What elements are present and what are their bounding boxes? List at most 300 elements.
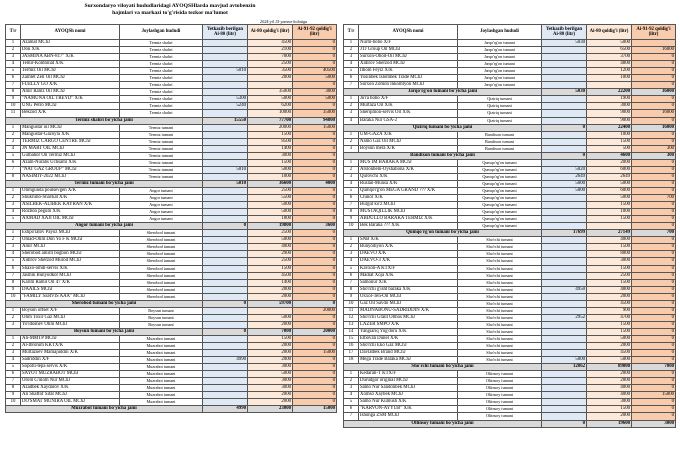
table-row [6, 159, 337, 166]
row-number: 1 [344, 371, 359, 378]
ai80-delivered-value [542, 328, 587, 335]
table-row [344, 279, 676, 286]
left-header-row [6, 25, 337, 40]
station-name: UNG Petro MChJ [21, 103, 120, 110]
district-total-row [6, 117, 337, 124]
station-name: Temir-Kombinat X/K [21, 61, 120, 68]
ai92-value: 0 [293, 145, 337, 152]
table-row [344, 406, 676, 413]
ai80-value [587, 223, 632, 230]
ai80-delivered-value [203, 138, 248, 145]
district-name: Qumqo'rg'on tumani [458, 216, 542, 223]
district-total-row [6, 180, 337, 187]
ai80-delivered-value [203, 89, 248, 96]
table-row [6, 47, 337, 54]
ai80-value: 1500 [587, 138, 632, 145]
table-row [344, 68, 676, 75]
ai80-value [587, 82, 632, 89]
ai80-delivered-value [542, 68, 587, 75]
ai80-value: 1500 [587, 244, 632, 251]
station-name: Xomso Xaybek MChJ [359, 392, 458, 399]
station-name: MADNABONU-SADRIDDIN X/K [359, 307, 458, 314]
ai80-delivered-value [542, 293, 587, 300]
row-number: 5 [6, 152, 21, 159]
ai80-value: 1200 [587, 68, 632, 75]
ai80-delivered-value: 5010 [203, 68, 248, 75]
ai80-delivered-value: 2952 [542, 314, 587, 321]
station-name: Ilhom Feyiz X/K [359, 68, 458, 75]
ai80-value: 1500 [587, 265, 632, 272]
district-total-row [6, 406, 337, 413]
district-total-label: Termiz tumani bo'yicha jami [6, 180, 203, 187]
row-number: 7 [6, 166, 21, 173]
row-number: 5 [6, 364, 21, 371]
ai92-value: 0 [632, 82, 676, 89]
table-row [344, 47, 676, 54]
ai80-value: 20000 [248, 124, 293, 131]
district-name: Sho'rchi tumani [458, 293, 542, 300]
row-number: 8 [344, 209, 359, 216]
table-row [344, 166, 676, 173]
row-number: 6 [344, 195, 359, 202]
ai92-value: 0 [293, 159, 337, 166]
total-ai92: 20000 [293, 328, 337, 335]
total-ai92: 36000 [632, 89, 676, 96]
ai80-value: 3700 [587, 54, 632, 61]
row-number: 4 [6, 251, 21, 258]
district-name: Muzrabot tumani [120, 399, 203, 406]
station-name: LAZER SMPO X/K [359, 321, 458, 328]
ai80-value: 1500 [587, 328, 632, 335]
ai80-delivered-value [203, 173, 248, 180]
ai80-delivered-value [203, 40, 248, 47]
table-row [6, 258, 337, 265]
row-number: 11 [6, 110, 21, 117]
total-ai80-delivered: 0 [203, 328, 248, 335]
district-name: Termiz tumani [120, 124, 203, 131]
district-name: Sho'rchi tumani [458, 357, 542, 364]
district-name: Sho'rchi tumani [458, 265, 542, 272]
ai80-delivered-value [203, 216, 248, 223]
ai92-value: 0 [632, 131, 676, 138]
table-row [6, 202, 337, 209]
district-total-row [6, 300, 337, 307]
ai92-value: 0 [632, 173, 676, 180]
table-row [6, 131, 337, 138]
district-name: Oltinsoy tumani [458, 392, 542, 399]
district-total-label: Oltinsoy tumani bo'yicha jami [344, 420, 542, 427]
district-name: Bandixon tumani [458, 138, 542, 145]
ai80-delivered-value [542, 54, 587, 61]
row-number: 10 [6, 293, 21, 300]
station-name: Samo Nur Sandonbek MChJ [359, 385, 458, 392]
district-name: Oltinsoy tumani [458, 406, 542, 413]
col-header-name: AYOQSh nomi [359, 25, 458, 40]
station-name: Xidirov Sherzod Murod MChJ [21, 258, 120, 265]
ai80-delivered-value [203, 54, 248, 61]
ai80-value: 4500 [248, 272, 293, 279]
district-total-label: Angor tumani bo'yicha jami [6, 223, 203, 230]
table-row [344, 328, 676, 335]
station-name: Mega Trade Baraka MChJ [359, 357, 458, 364]
district-name: Oltinsoy tumani [458, 385, 542, 392]
table-row [344, 413, 676, 420]
district-name: Sho'rchi tumani [458, 328, 542, 335]
ai92-value: 0 [632, 378, 676, 385]
table-row [6, 166, 337, 173]
col-header-ai92: Ai-91-92 qoldig'i (litr) [632, 25, 676, 40]
station-name: ABDULLO BARAKA TERMIZ X/K [359, 216, 458, 223]
station-name: Sherqimon-servis Oil X/K [359, 110, 458, 117]
ai80-delivered-value: 5000 [542, 357, 587, 364]
ai80-delivered-value [542, 300, 587, 307]
total-ai80: 4600 [587, 152, 632, 159]
district-name: Termiz tumani [120, 145, 203, 152]
district-name: Qumqo'rg'on tumani [458, 159, 542, 166]
ai92-value: 0 [632, 300, 676, 307]
station-name: Shaxo-omdi-servis X/K [21, 265, 120, 272]
ai80-value: 1500 [248, 131, 293, 138]
ai80-delivered-value [203, 187, 248, 194]
ai80-value: 3000 [587, 399, 632, 406]
district-name: Termiz tumani [120, 159, 203, 166]
station-name: Murtaza Oil X/K [359, 103, 458, 110]
ai80-value: 2000 [248, 321, 293, 328]
district-name: Oltinsoy tumani [458, 413, 542, 420]
district-name: Qumqo'rg'on tumani [458, 209, 542, 216]
ai92-value: 0 [293, 209, 337, 216]
district-name: Termiz tumani [120, 152, 203, 159]
ai80-value: 5000 [248, 96, 293, 103]
station-name: Bek Baraka ??? X/K [359, 223, 458, 230]
district-name: Sho'rchi tumani [458, 350, 542, 357]
row-number: 5 [6, 258, 21, 265]
row-number: 2 [6, 237, 21, 244]
district-name: Sho'rchi tumani [458, 343, 542, 350]
table-row [344, 350, 676, 357]
ai80-value: 1500 [587, 202, 632, 209]
table-row [6, 357, 337, 364]
table-row [6, 279, 337, 286]
right-data-table [343, 24, 676, 428]
date-note: 2024-yil 15-yanvar holatiga [260, 19, 308, 24]
document-title [0, 3, 340, 16]
ai92-value: 0 [293, 131, 337, 138]
table-row [344, 138, 676, 145]
title-line-1: Surxondaryo viloyati hududlaridagi AYOQSHlarda mavjud avtobenzin [84, 3, 256, 9]
district-name: Termiz tumani [120, 173, 203, 180]
ai80-value: 2000 [587, 343, 632, 350]
total-ai80: 22400 [587, 124, 632, 131]
ai80-value: 1500 [248, 265, 293, 272]
ai80-delivered-value [542, 75, 587, 82]
station-name: SAYOT MUZRABOT MChJ [21, 371, 120, 378]
ai92-value: 15000 [293, 124, 337, 131]
district-name: Termiz shahri [120, 75, 203, 82]
row-number: 3 [6, 321, 21, 328]
row-number: 3 [6, 202, 21, 209]
table-row [344, 209, 676, 216]
ai92-value: 0 [293, 357, 337, 364]
table-row [344, 223, 676, 230]
ai80-delivered-value [203, 350, 248, 357]
district-name: Jarqo'rg'on tumani [458, 54, 542, 61]
ai92-value: 0 [632, 166, 676, 173]
district-name: Qumqo'rg'on tumani [458, 202, 542, 209]
district-total-label: Qiziriq tumani bo'yicha jami [344, 124, 542, 131]
ai80-value: 5000 [248, 314, 293, 321]
ai92-value: 0 [293, 279, 337, 286]
col-header-ai92: Ai-91-92 qoldig'i (litr) [293, 25, 337, 40]
district-name: Termiz tumani [120, 166, 203, 173]
ai80-value: 2100 [248, 47, 293, 54]
ai92-value: 0 [293, 265, 337, 272]
ai80-delivered-value [542, 223, 587, 230]
ai80-delivered-value [542, 335, 587, 342]
ai92-value: 0 [632, 314, 676, 321]
ai80-value: 2000 [248, 293, 293, 300]
total-ai80-delivered: 5030 [542, 89, 587, 96]
ai80-value: 4500 [587, 350, 632, 357]
ai92-value: 0 [293, 237, 337, 244]
ai80-delivered-value [542, 209, 587, 216]
ai80-value: 4000 [248, 244, 293, 251]
district-total-row [6, 223, 337, 230]
station-name: Namo Gaz Oil MChJ [359, 138, 458, 145]
row-number: 4 [344, 117, 359, 124]
ai80-value: 3000 [248, 364, 293, 371]
ai80-delivered-value [203, 251, 248, 258]
ai80-value: 900 [587, 307, 632, 314]
ai92-value: 0 [632, 406, 676, 413]
ai92-value: 0 [293, 371, 337, 378]
station-name: ASILBEK-ALIBEK KAYRAN X/K [21, 202, 120, 209]
row-number: 1 [6, 124, 21, 131]
station-name: Kedarali-T KTX/F [359, 371, 458, 378]
ai80-value: 2000 [587, 413, 632, 420]
station-name: Ali Shaffof Sifat MChJ [21, 392, 120, 399]
ai80-delivered-value [203, 265, 248, 272]
ai80-value: 2000 [587, 371, 632, 378]
ai80-delivered-value [542, 110, 587, 117]
ai92-value: 0 [632, 272, 676, 279]
ai80-value: 2500 [587, 272, 632, 279]
ai80-value: 1400 [248, 145, 293, 152]
row-number: 6 [344, 406, 359, 413]
ai92-value: 0 [632, 279, 676, 286]
table-row [6, 237, 337, 244]
ai80-value: 5000 [587, 335, 632, 342]
ai80-value: 2649 [587, 173, 632, 180]
ai92-value: 0 [632, 328, 676, 335]
station-name: Baraka Nur GSA-2 [359, 117, 458, 124]
district-name: Sherobod tumani [120, 279, 203, 286]
district-name: Termiz shahri [120, 110, 203, 117]
ai92-value: 0 [293, 399, 337, 406]
district-name: Boysun tumani [120, 321, 203, 328]
total-ai92: 7000 [632, 364, 676, 371]
row-number: 4 [6, 357, 21, 364]
row-number: 2 [6, 314, 21, 321]
district-name: Muzrabot tumani [120, 357, 203, 364]
row-number: 9 [6, 392, 21, 399]
row-number: 7 [344, 202, 359, 209]
ai80-delivered-value [542, 61, 587, 68]
table-row [6, 265, 337, 272]
table-row [6, 138, 337, 145]
ai80-value: 1000 [587, 209, 632, 216]
district-name: Termiz shahri [120, 68, 203, 75]
district-name: Angor tumani [120, 202, 203, 209]
station-name: JTJ Group Oil MChJ [359, 47, 458, 54]
ai80-value: 3000 [248, 152, 293, 159]
col-header-ai80-delivered: Yetkazib berilgan Ai-80 (litr) [203, 25, 248, 40]
row-number: 3 [344, 110, 359, 117]
row-number: 3 [6, 350, 21, 357]
ai80-delivered-value [203, 75, 248, 82]
district-total-label: Muzrabot tumani bo'yicha jami [6, 406, 203, 413]
table-row [6, 124, 337, 131]
ai80-delivered-value [203, 314, 248, 321]
table-row [6, 392, 337, 399]
district-name: Jarqo'rg'on tumani [458, 40, 542, 47]
station-name: Gulbahor Oil Termiz MChJ [21, 152, 120, 159]
ai92-value: 0 [293, 364, 337, 371]
row-number: 10 [6, 399, 21, 406]
table-row [344, 343, 676, 350]
row-number: 4 [344, 180, 359, 187]
total-ai80: 22200 [587, 89, 632, 96]
row-number: 5 [6, 216, 21, 223]
table-row [344, 293, 676, 300]
ai80-value: 5500 [248, 195, 293, 202]
total-ai80-delivered: 4990 [203, 406, 248, 413]
row-number: 3 [344, 385, 359, 392]
district-name: Qumqo'rg'on tumani [458, 223, 542, 230]
table-row [344, 82, 676, 89]
ai92-value: 35000 [293, 110, 337, 117]
ai92-value: 0 [293, 216, 337, 223]
row-number: 1 [6, 40, 21, 47]
ai80-delivered-value [203, 307, 248, 314]
district-name: Qiziriq tumani [458, 110, 542, 117]
row-number: 8 [6, 385, 21, 392]
table-row [344, 61, 676, 68]
ai80-value: 2000 [587, 378, 632, 385]
row-number: 9 [344, 293, 359, 300]
total-ai80: 89800 [587, 364, 632, 371]
ai92-value: 0 [632, 321, 676, 328]
station-name: DO'SMAT MUNIRA OIL MChJ [21, 399, 120, 406]
ai92-value: 0 [293, 152, 337, 159]
ai80-delivered-value [203, 399, 248, 406]
district-total-row [344, 230, 676, 237]
ai80-value: 2000 [248, 357, 293, 364]
ai92-value: 0 [632, 117, 676, 124]
station-name: Ishonga ZSM MChJ [359, 413, 458, 420]
station-name: Chinor X/K [359, 195, 458, 202]
station-name: Sherobod amirli bogbon MChJ [21, 251, 120, 258]
district-name: Jarqo'rg'on tumani [458, 61, 542, 68]
row-number: 8 [6, 173, 21, 180]
ai92-value: 0 [632, 61, 676, 68]
ai92-value: 0 [632, 399, 676, 406]
district-name: Sho'rchi tumani [458, 244, 542, 251]
table-row [344, 314, 676, 321]
col-header-district: Joylashgan hududi [458, 25, 542, 40]
ai80-delivered-value [542, 131, 587, 138]
total-ai92: 700 [632, 230, 676, 237]
row-number: 1 [6, 335, 21, 342]
ai80-delivered-value [542, 117, 587, 124]
table-row [6, 152, 337, 159]
row-number: 2 [6, 343, 21, 350]
station-name: Nurm-bobo X/F [359, 40, 458, 47]
station-name: Orom G'ulom Nur MChJ [21, 378, 120, 385]
district-total-label: Jarqo'rg'on tumani bo'yicha jami [344, 89, 542, 96]
station-name: MUSTAQILLIK MChJ [359, 209, 458, 216]
ai92-value: 0 [632, 180, 676, 187]
district-name: Qumqo'rg'on tumani [458, 187, 542, 194]
district-name: Sherobod tumani [120, 265, 203, 272]
table-row [6, 385, 337, 392]
district-total-row [344, 420, 676, 427]
ai80-value: 5000 [248, 166, 293, 173]
ai80-value: 1000 [248, 173, 293, 180]
station-name: DAEVO-3 X/K [359, 258, 458, 265]
ai80-delivered-value [542, 399, 587, 406]
station-name: Surxon Zomon Inkomtyon MChJ [359, 82, 458, 89]
row-number: 6 [344, 75, 359, 82]
ai92-value: 0 [632, 251, 676, 258]
row-number: 6 [6, 371, 21, 378]
ai92-value: 0 [632, 159, 676, 166]
ai80-value: 1500 [248, 335, 293, 342]
ai80-value: 5000 [587, 180, 632, 187]
ai92-value: 0 [293, 385, 337, 392]
table-row [344, 110, 676, 117]
station-name: Ju'ra bobo X/F [359, 96, 458, 103]
row-number: 4 [6, 61, 21, 68]
row-number: 2 [6, 131, 21, 138]
ai80-value: 4000 [587, 392, 632, 399]
ai80-delivered-value [542, 350, 587, 357]
col-header-num: T/r [344, 25, 359, 40]
district-total-label: Qumqo'rg'on tumani bo'yicha jami [344, 230, 542, 237]
station-name: Termiz Oil MChJ [21, 68, 120, 75]
district-name: Angor tumani [120, 209, 203, 216]
ai92-value: 0 [293, 82, 337, 89]
ai80-value [248, 307, 293, 314]
district-name: Sherobod tumani [120, 293, 203, 300]
ai80-delivered-value [542, 244, 587, 251]
station-name: FUELLY GO X/K [21, 82, 120, 89]
ai92-value: 0 [632, 350, 676, 357]
ai80-value: 1000 [587, 75, 632, 82]
ai80-delivered-value [542, 251, 587, 258]
ai80-delivered-value [542, 47, 587, 54]
ai80-value: 2000 [248, 286, 293, 293]
row-number: 7 [6, 378, 21, 385]
ai80-delivered-value [203, 321, 248, 328]
station-name: Sopolli-tepa servis X/K [21, 364, 120, 371]
table-row [344, 357, 676, 364]
station-name: Azamat MChJ [21, 40, 120, 47]
ai80-value: 5000 [587, 357, 632, 364]
district-name: Sho'rchi tumani [458, 279, 542, 286]
ai80-value: 2500 [248, 187, 293, 194]
ai92-value: 0 [293, 293, 337, 300]
